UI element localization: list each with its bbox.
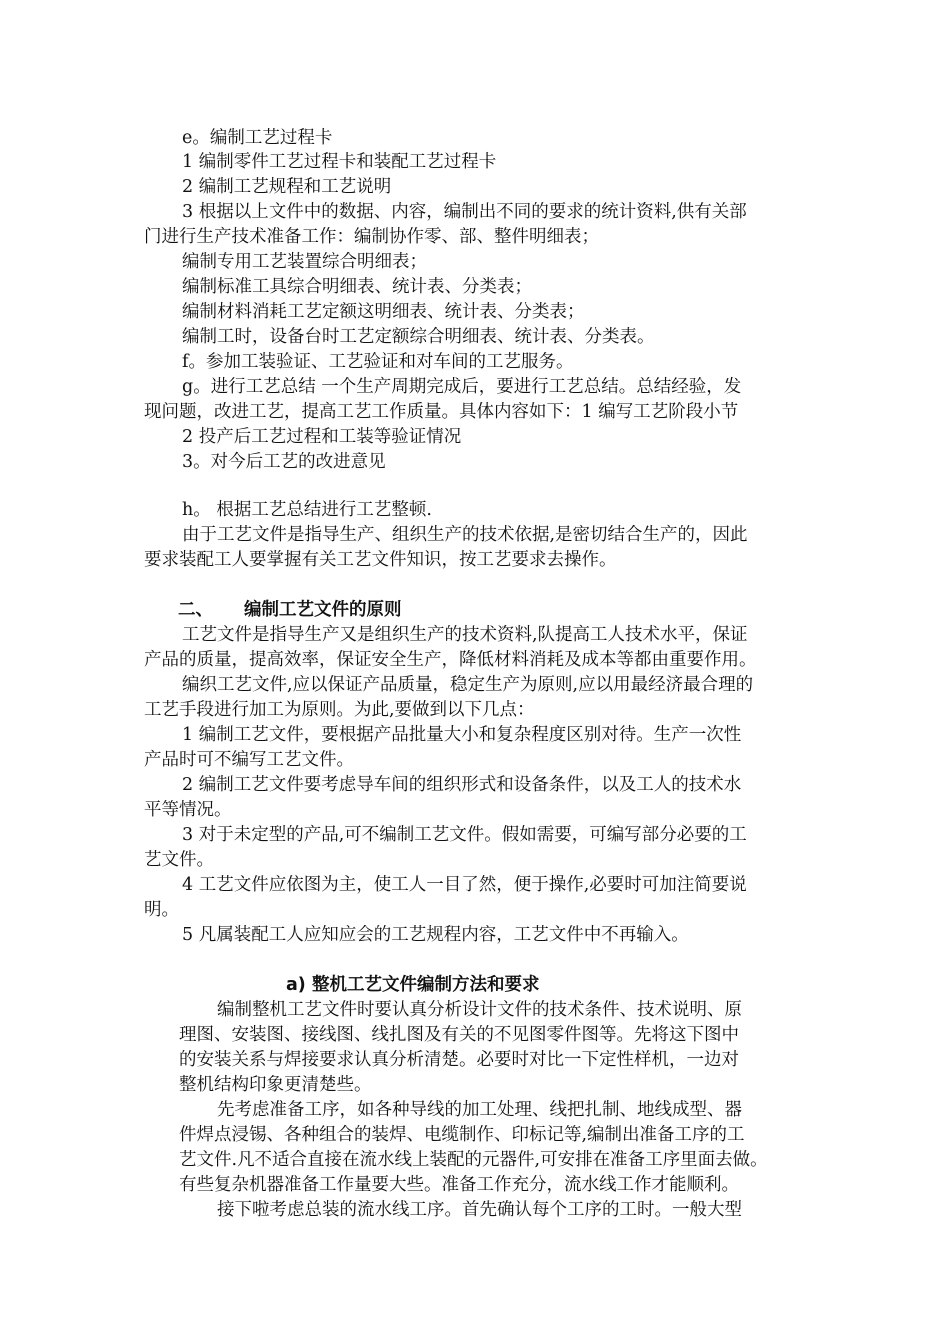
section-e-item-3-line-1: 3 根据以上文件中的数据、内容，编制出不同的要求的统计资料,供有关部 — [182, 202, 747, 222]
section-a-p3-line-1: 接下啦考虑总装的流水线工序。首先确认每个工序的工时。一般大型 — [217, 1200, 742, 1220]
section-2-rule-2-line-1: 2 编制工艺文件要考虑导车间的组织形式和设备条件，以及工人的技术水 — [182, 775, 742, 795]
section-2-rule-5: 5 凡属装配工人应知应会的工艺规程内容，工艺文件中不再输入。 — [182, 925, 689, 945]
section-heading-a-title: 整机工艺文件编制方法和要求 — [312, 975, 540, 995]
section-a-p2-line-1: 先考虑准备工序，如各种导线的加工处理、线把扎制、地线成型、器 — [217, 1100, 742, 1120]
section-2-p1-line-2: 产品的质量，提高效率，保证安全生产，降低材料消耗及成本等都由重要作用。 — [144, 650, 757, 670]
section-2-p1-line-1: 工艺文件是指导生产又是组织生产的技术资料,队提高工人技术水平，保证 — [182, 625, 748, 645]
section-2-rule-1-line-2: 产品时可不编写工艺文件。 — [144, 750, 354, 770]
section-a-p2-line-3: 艺文件.凡不适合直接在流水线上装配的元器件,可安排在准备工序里面去做。 — [179, 1150, 768, 1170]
section-h-text: h。 根据工艺总结进行工艺整顿. — [182, 500, 432, 520]
section-e-list-item: 编制标准工具综合明细表、统计表、分类表； — [182, 277, 532, 297]
section-h-paragraph-line-1: 由于工艺文件是指导生产、组织生产的技术依据,是密切结合生产的，因此 — [182, 525, 748, 545]
section-g-item-2: 2 投产后工艺过程和工装等验证情况 — [182, 427, 462, 447]
section-heading-2 — [178, 598, 402, 622]
section-e-list-item: 编制材料消耗工艺定额这明细表、统计表、分类表； — [182, 302, 585, 322]
section-g-line-2: 现问题，改进工艺，提高工艺工作质量。具体内容如下：1 编写工艺阶段小节 — [144, 402, 739, 422]
section-2-rule-1-line-1: 1 编制工艺文件，要根据产品批量大小和复杂程度区别对待。生产一次性 — [182, 725, 742, 745]
section-2-p2-line-2: 工艺手段进行加工为原则。为此,要做到以下几点： — [144, 700, 535, 720]
section-2-rule-3-line-2: 艺文件。 — [144, 850, 214, 870]
section-2-rule-4-line-2: 明。 — [144, 900, 179, 920]
section-e-list-item: 编制专用工艺装置综合明细表； — [182, 252, 427, 272]
section-g-line-1: g。进行工艺总结 一个生产周期完成后，要进行工艺总结。总结经验，发 — [182, 377, 742, 397]
section-a-p1-line-1: 编制整机工艺文件时要认真分析设计文件的技术条件、技术说明、原 — [217, 1000, 742, 1020]
section-e-item-3-line-2: 门进行生产技术准备工作：编制协作零、部、整件明细表； — [144, 227, 599, 247]
section-a-p1-line-3: 的安装关系与焊接要求认真分析清楚。必要时对比一下定性样机，一边对 — [179, 1050, 739, 1070]
section-a-p2-line-4: 有些复杂机器准备工作量要大些。准备工作充分，流水线工作才能顺利。 — [179, 1175, 739, 1195]
section-heading-2-number: 二、 — [178, 600, 213, 620]
section-e-list-item: 编制工时，设备台时工艺定额综合明细表、统计表、分类表。 — [182, 327, 655, 347]
section-2-rule-2-line-2: 平等情况。 — [144, 800, 232, 820]
section-e-item-2: 2 编制工艺规程和工艺说明 — [182, 177, 392, 197]
section-g-item-3: 3。对今后工艺的改进意见 — [182, 452, 386, 472]
section-a-p2-line-2: 件焊点浸锡、各种组合的装焊、电缆制作、印标记等,编制出准备工序的工 — [179, 1125, 745, 1145]
section-a-p1-line-4: 整机结构印象更清楚些。 — [179, 1075, 372, 1095]
section-h-paragraph-line-2: 要求装配工人要掌握有关工艺文件知识，按工艺要求去操作。 — [144, 550, 617, 570]
section-f-text: f。参加工装验证、工艺验证和对车间的工艺服务。 — [182, 352, 574, 372]
section-heading-a — [286, 973, 540, 997]
section-2-p2-line-1: 编织工艺文件,应以保证产品质量，稳定生产为原则,应以用最经济最合理的 — [182, 675, 754, 695]
section-e-title: e。编制工艺过程卡 — [182, 128, 333, 148]
section-2-rule-4-line-1: 4 工艺文件应依图为主，使工人一目了然，便于操作,必要时可加注简要说 — [182, 875, 747, 895]
section-e-item-1: 1 编制零件工艺过程卡和装配工艺过程卡 — [182, 152, 497, 172]
section-a-p1-line-2: 理图、安装图、接线图、线扎图及有关的不见图零件图等。先将这下图中 — [179, 1025, 739, 1045]
section-heading-a-number: a) — [286, 975, 306, 995]
section-heading-2-title: 编制工艺文件的原则 — [244, 600, 402, 620]
section-2-rule-3-line-1: 3 对于未定型的产品,可不编制工艺文件。假如需要，可编写部分必要的工 — [182, 825, 747, 845]
